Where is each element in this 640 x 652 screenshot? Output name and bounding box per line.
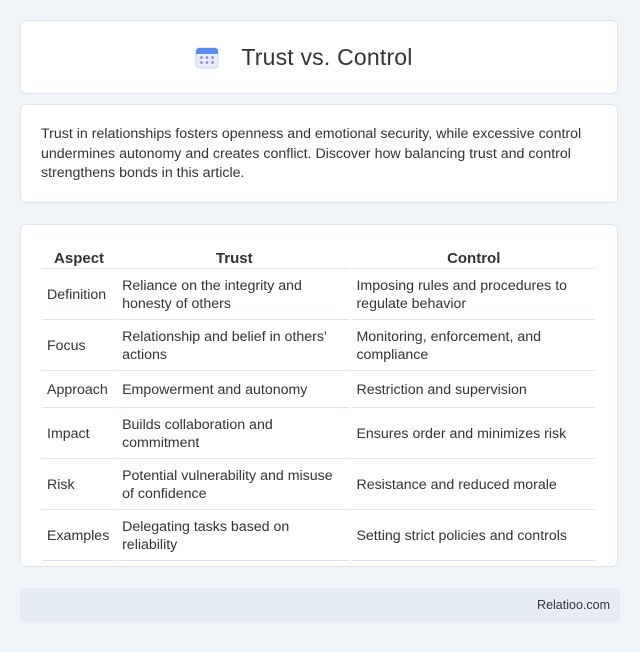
cell-trust: Reliance on the integrity and honesty of others [118, 271, 350, 320]
header-aspect: Aspect [42, 247, 116, 269]
header-control: Control [352, 247, 595, 269]
page-title: Trust vs. Control [241, 43, 413, 70]
cell-aspect: Definition [42, 271, 116, 320]
table-row [42, 512, 595, 561]
cell-aspect: Examples [42, 512, 116, 561]
cell-control: Ensures order and minimizes risk [352, 410, 595, 459]
table-row [42, 322, 595, 371]
cell-control: Setting strict policies and controls [352, 512, 595, 561]
cell-trust: Builds collaboration and commitment [118, 410, 350, 459]
cell-control: Monitoring, enforcement, and compliance [352, 322, 595, 371]
footer-brand[interactable]: Relatioo.com [537, 598, 610, 612]
cell-aspect: Risk [42, 461, 116, 510]
cell-trust: Potential vulnerability and misuse of confidence [118, 461, 350, 510]
cell-trust: Relationship and belief in others' actions [118, 322, 350, 371]
table-row [42, 373, 595, 408]
comparison-table [40, 245, 597, 563]
table-header-row [42, 247, 595, 269]
comparison-table-card [20, 224, 618, 567]
title-card [20, 20, 618, 94]
table-row [42, 271, 595, 320]
table-row [42, 410, 595, 459]
table-row [42, 461, 595, 510]
cell-control: Imposing rules and procedures to regulate behavior [352, 271, 595, 320]
cell-control: Resistance and reduced morale [352, 461, 595, 510]
cell-aspect: Approach [42, 373, 116, 408]
cell-aspect: Focus [42, 322, 116, 371]
cell-aspect: Impact [42, 410, 116, 459]
footer [20, 588, 620, 622]
cell-trust: Delegating tasks based on reliability [118, 512, 350, 561]
intro-card [20, 104, 618, 203]
cell-trust: Empowerment and autonomy [118, 373, 350, 408]
intro-text: Trust in relationships fosters openness and emotional security, while excessive control undermines autonomy and creates conflict. Discover how balancing trust and control strengthens bonds in this article. [41, 126, 582, 182]
cell-control: Restriction and supervision [352, 373, 595, 408]
header-trust: Trust [118, 247, 350, 269]
calendar-icon [195, 45, 219, 69]
